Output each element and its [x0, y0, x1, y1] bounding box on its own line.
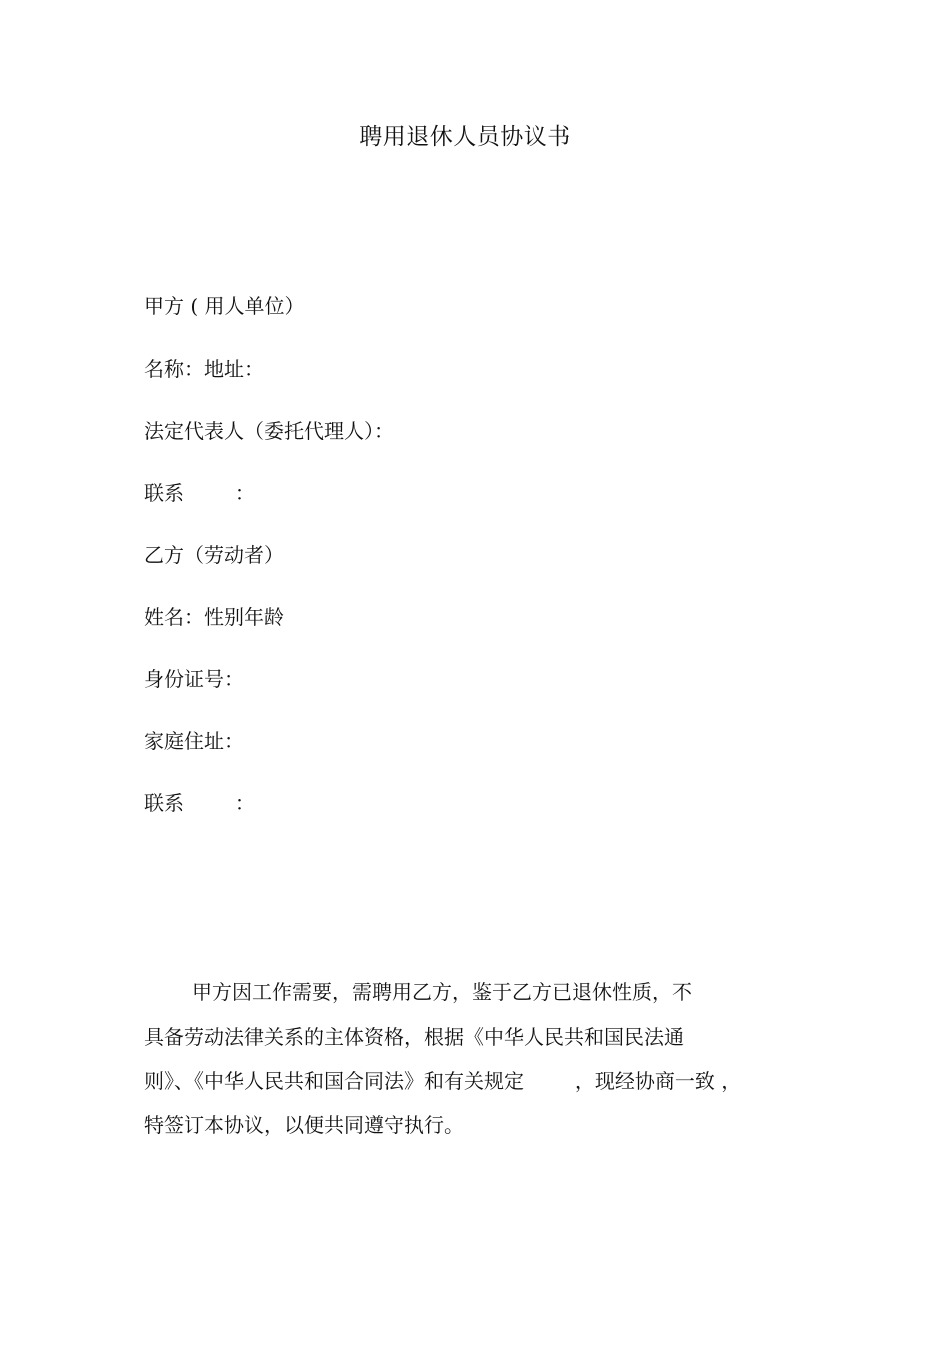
- paragraph-line: 甲方因工作需要，需聘用乙方，鉴于乙方已退休性质，不: [192, 980, 692, 1004]
- party-b-name-gender-age: 姓名：性别年龄: [144, 605, 284, 629]
- party-b-home-address: 家庭住址：: [144, 729, 244, 753]
- party-b-heading: 乙方（劳动者）: [144, 543, 284, 567]
- party-a-contact: 联系 ：: [144, 481, 255, 505]
- paragraph-line: 具备劳动法律关系的主体资格，根据《中华人民共和国民法通: [144, 1025, 684, 1049]
- party-a-name-address: 名称：地址：: [144, 357, 264, 381]
- document-title: 聘用退休人员协议书: [359, 124, 571, 150]
- party-b-contact: 联系 ：: [144, 791, 255, 815]
- party-a-heading: 甲方 ( 用人单位）: [144, 294, 305, 318]
- party-a-legal-representative: 法定代表人（委托代理人）：: [144, 419, 394, 443]
- paragraph-line: 特签订本协议，以便共同遵守执行。: [144, 1113, 464, 1137]
- paragraph-line: 则》、《中华人民共和国合同法》和有关规定 ，现经协商一致 ，: [144, 1069, 742, 1093]
- party-b-id-number: 身份证号：: [144, 667, 244, 691]
